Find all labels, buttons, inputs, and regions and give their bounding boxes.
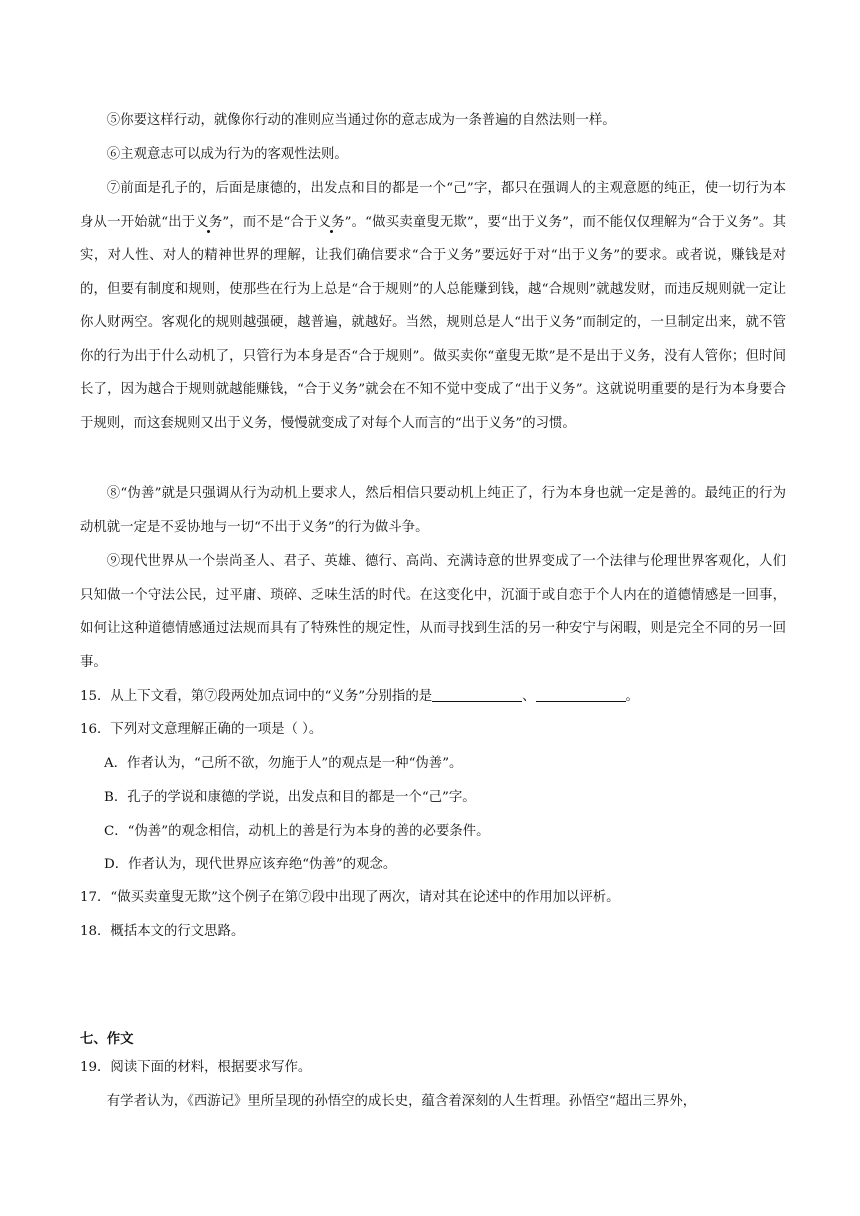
paragraph-8: ⑧“伪善”就是只强调从行为动机上要求人，然后相信只要动机上纯正了，行为本身也就一定是善的。最纯正的行为动机就一定是不妥协地与一切“不出于义务”的行为做斗争。 bbox=[80, 486, 786, 535]
question-15-text: 15．从上下文看，第⑦段两处加点词中的“义务”分别指的是 bbox=[80, 689, 433, 704]
composition-material: 有学者认为，《西游记》里所呈现的孙悟空的成长史，蕴含着深刻的人生哲理。孙悟空“超出三界外， bbox=[106, 1094, 697, 1109]
answer-blank-2[interactable] bbox=[536, 687, 626, 702]
paragraph-7-text-b: ”，而不是“合于 bbox=[222, 214, 318, 230]
option-b: B．孔子的学说和康德的学说，出发点和目的都是一个“己”字。 bbox=[104, 790, 476, 805]
question-15-end: 。 bbox=[625, 689, 639, 704]
option-a: A．作者认为，“己所不欲，勿施于人”的观点是一种“伪善”。 bbox=[104, 756, 463, 771]
dotted-word-yiwu-1: 义务 bbox=[195, 214, 223, 230]
dotted-word-yiwu-2: 义务 bbox=[317, 214, 345, 230]
option-d: D．作者认为，现代世界应该弃绝“伪善”的观念。 bbox=[104, 857, 397, 872]
question-19: 19．阅读下面的材料，根据要求写作。 bbox=[80, 1060, 312, 1075]
section-heading-composition: 七、作文 bbox=[80, 1032, 134, 1047]
paragraph-7-text-c: ”。“做买卖童叟无欺”，要“出于义务”，而不能仅仅理解为“合于义务”。其实，对人性、对人的精神世界的理解，让我们确信要求“合于义务”要远好于对“出于义务”的要求。或者说，赚钱是对的，但要有制度和规则，使那些在行为上总是“合于规则”的人总能赚到钱，越“合规则”就越发财，而违反规则就一定让你人财两空。客观化的规则越强硬，越普遍，就越好。当然，规则总是人“出于义务”而制定的，一旦制定出来，就不管你的行为出于什么动机了，只管行为本身是否“合于规则”。做买卖你“童叟无欺”是不是出于义务，没有人管你；但时间长了，因为越合于规则就越能赚钱，“合于义务”就会在不知不觉中变成了“出于义务”。这就说明重要的是行为本身要合于规则，而这套规则又出于义务，慢慢就变成了对每个人而言的“出于义务”的习惯。 bbox=[80, 214, 786, 431]
question-15-separator: 、 bbox=[522, 689, 536, 704]
question-16: 16．下列对文意理解正确的一项是（ ）。 bbox=[80, 722, 323, 737]
answer-blank-1[interactable] bbox=[432, 687, 522, 702]
paragraph-6: ⑥主观意志可以成为行为的客观性法则。 bbox=[106, 147, 348, 162]
question-17: 17．“做买卖童叟无欺”这个例子在第⑦段中出现了两次，请对其在论述中的作用加以评析。 bbox=[80, 890, 620, 905]
option-c: C．“伪善”的观念相信，动机上的善是行为本身的善的必要条件。 bbox=[104, 824, 490, 839]
question-18: 18．概括本文的行文思路。 bbox=[80, 924, 245, 939]
paragraph-5: ⑤你要这样行动，就像你行动的准则应当通过你的意志成为一条普遍的自然法则一样。 bbox=[106, 113, 616, 128]
paragraph-7 bbox=[80, 172, 786, 440]
question-15 bbox=[80, 685, 786, 709]
paragraph-7-text-a: ⑦前面是孔子的，后面是康德的，出发点和目的都是一个“己”字，都只在强调人的主观意愿的纯正，使一切行为本身从一开始就“出于 bbox=[80, 181, 786, 230]
paragraph-9: ⑨现代世界从一个崇尚圣人、君子、英雄、德行、高尚、充满诗意的世界变成了一个法律与伦理世界客观化，人们只知做一个守法公民，过平庸、琐碎、乏味生活的时代。在这变化中，沉湎于或自恋于个人内在的道德情感是一回事，如何让这种道德情感通过法规而具有了特殊性的规定性，从而寻找到生活的另一种安宁与闲暇，则是完全不同的另一回事。 bbox=[80, 554, 786, 670]
